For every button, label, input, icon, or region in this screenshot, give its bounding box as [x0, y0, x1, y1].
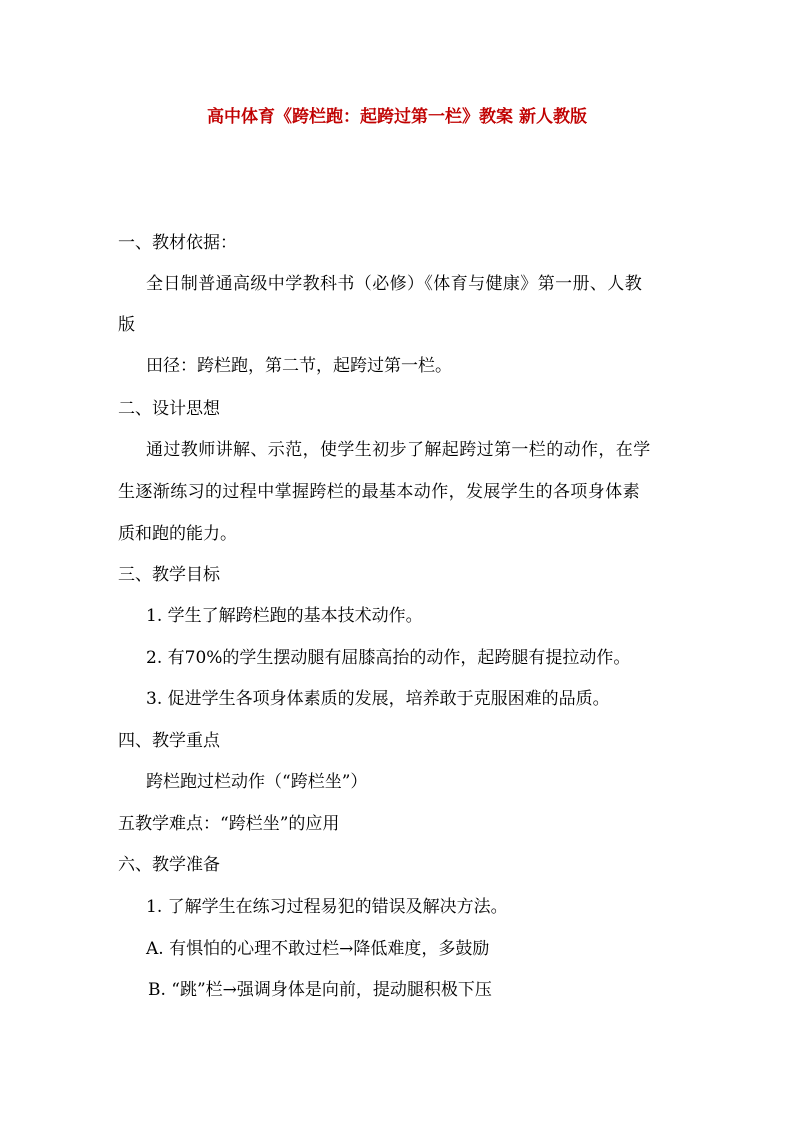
- section-heading-1: 一、教材依据：: [118, 233, 237, 253]
- section-heading-2: 二、设计思想: [118, 399, 220, 419]
- section-heading-6: 六、教学准备: [118, 855, 220, 875]
- section-heading-3: 三、教学目标: [118, 565, 220, 585]
- section-heading-4: 四、教学重点: [118, 731, 220, 751]
- list-item: 1. 学生了解跨栏跑的基本技术动作。: [146, 606, 423, 626]
- paragraph-line: 质和跑的能力。: [118, 524, 237, 544]
- list-item: 3. 促进学生各项身体素质的发展，培养敢于克服困难的品质。: [146, 689, 610, 709]
- paragraph-line: 通过教师讲解、示范，使学生初步了解起跨过第一栏的动作，在学: [146, 440, 651, 460]
- list-item: B. “跳”栏→强调身体是向前，提动腿积极下压: [148, 980, 492, 1000]
- paragraph-line: 全日制普通高级中学教科书（必修）《体育与健康》第一册、人教: [146, 274, 643, 294]
- paragraph-line: 版: [118, 315, 135, 335]
- paragraph-line: 跨栏跑过栏动作（“跨栏坐”）: [146, 772, 368, 792]
- section-heading-5: 五教学难点：“跨栏坐”的应用: [118, 814, 340, 834]
- paragraph-line: 田径：跨栏跑，第二节，起跨过第一栏。: [146, 356, 452, 376]
- paragraph-line: 生逐渐练习的过程中掌握跨栏的最基本动作，发展学生的各项身体素: [118, 482, 640, 502]
- list-item: 2. 有70%的学生摆动腿有屈膝高抬的动作，起跨腿有提拉动作。: [146, 648, 631, 668]
- list-item: A. 有惧怕的心理不敢过栏→降低难度，多鼓励: [146, 939, 490, 959]
- list-item: 1. 了解学生在练习过程易犯的错误及解决方法。: [146, 897, 508, 917]
- document-title: 高中体育《跨栏跑：起跨过第一栏》教案 新人教版: [207, 107, 587, 127]
